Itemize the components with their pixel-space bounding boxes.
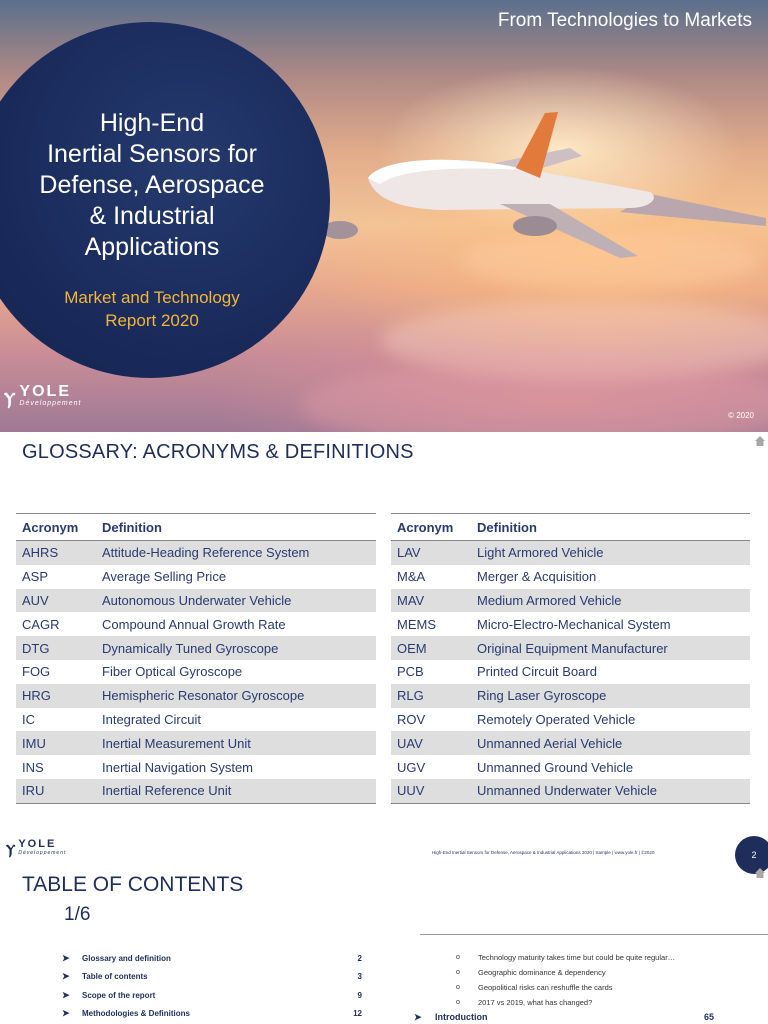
bullet-icon: o — [456, 984, 460, 991]
table-row: UUV Unmanned Underwater Vehicle — [391, 779, 750, 803]
definition-header: Definition — [96, 514, 376, 541]
toc-subitem[interactable]: o Geographic dominance & dependency — [456, 968, 606, 977]
report-subtitle: Market and Technology Report 2020 — [64, 288, 240, 330]
table-row: AUV Autonomous Underwater Vehicle — [16, 589, 376, 613]
table-header-row — [16, 514, 376, 541]
toc-subitem[interactable]: o Technology maturity takes time but could be quite regular… — [456, 953, 676, 962]
table-row: PCB Printed Circuit Board — [397, 664, 597, 680]
tagline: From Technologies to Markets — [497, 10, 752, 31]
acronym-header: Acronym — [16, 514, 96, 541]
arrow-right-icon: ➤ — [62, 952, 70, 963]
bullet-icon: o — [456, 969, 460, 976]
table-header-row — [391, 514, 750, 541]
toc-title: TABLE OF CONTENTS — [22, 873, 244, 896]
acronym-header: Acronym — [391, 514, 471, 541]
table-row: LAV Light Armored Vehicle — [391, 541, 750, 565]
glossary-table-right — [391, 513, 750, 804]
arrow-right-icon: ➤ — [62, 971, 70, 982]
table-row: M&A Merger & Acquisition — [397, 569, 597, 585]
table-row: ROV Remotely Operated Vehicle — [397, 711, 636, 727]
bullet-icon: o — [456, 954, 460, 961]
table-row: DTG Dynamically Tuned Gyroscope — [16, 636, 376, 660]
table-row: OEM Original Equipment Manufacturer — [391, 636, 750, 660]
toc-item[interactable]: ➤ Scope of the report 9 — [62, 989, 362, 1000]
toc-right-list — [456, 950, 756, 1010]
toc-item[interactable]: ➤ Glossary and definition 2 — [62, 952, 362, 963]
toc-subitem[interactable]: o 2017 vs 2019, what has changed? — [456, 998, 593, 1007]
airplane-image — [320, 108, 768, 258]
arrow-right-icon: ➤ — [62, 989, 70, 1000]
glossary-table-left — [16, 513, 376, 804]
yole-logo-mark-icon: ⲩ — [4, 383, 16, 408]
yole-logo: ⲩ YOLE Développement — [4, 383, 82, 408]
toc-left-list — [62, 949, 362, 1023]
page-number: 2 — [735, 836, 768, 874]
glossary-title: GLOSSARY: ACRONYMS & DEFINITIONS — [22, 441, 414, 463]
toc-page-indicator: 1/6 — [64, 904, 91, 925]
table-row: FOG Fiber Optical Gyroscope — [22, 664, 243, 680]
cover-page — [0, 0, 768, 432]
table-row: IC Integrated Circuit — [22, 711, 201, 727]
table-row: IRU Inertial Reference Unit — [16, 779, 376, 803]
table-row: MAV Medium Armored Vehicle — [391, 589, 750, 613]
yole-logo-footer: ⲩ YOLE Développement — [6, 837, 67, 857]
table-row: CAGR Compound Annual Growth Rate — [22, 616, 286, 632]
home-icon[interactable] — [754, 435, 766, 447]
report-title: High-End Inertial Sensors for Defense, Aerospace & Industrial Applications — [39, 109, 265, 261]
table-row: RLG Ring Laser Gyroscope — [391, 684, 750, 708]
arrow-right-icon: ➤ — [62, 1008, 70, 1019]
table-row: UAV Unmanned Aerial Vehicle — [391, 731, 750, 755]
toc-item-introduction[interactable]: ➤ Introduction 65 — [414, 1012, 714, 1022]
table-row: ASP Average Selling Price — [22, 569, 227, 585]
cloud — [300, 360, 768, 432]
yole-logo-mark-icon: ⲩ — [6, 837, 16, 857]
copyright: © 2020 — [728, 411, 754, 420]
bullet-icon: o — [456, 999, 460, 1006]
footer-note: High-End Inertial Sensors for Defense, Aerospace & Industrial Applications 2020 | Sample | www.yole.fr | ©2020 — [432, 850, 655, 855]
toc-subitem[interactable]: o Geopolitical risks can reshuffle the cards — [456, 983, 613, 992]
table-row: UGV Unmanned Ground Vehicle — [397, 759, 634, 775]
table-row: MEMS Micro-Electro-Mechanical System — [397, 616, 671, 632]
table-row: IMU Inertial Measurement Unit — [16, 731, 376, 755]
arrow-right-icon: ➤ — [414, 1012, 422, 1022]
table-row: AHRS Attitude-Heading Reference System — [16, 541, 376, 565]
home-icon[interactable] — [754, 867, 766, 879]
toc-item[interactable]: ➤ Methodologies & Definitions 12 — [62, 1008, 362, 1019]
definition-header: Definition — [471, 514, 750, 541]
divider — [420, 934, 768, 935]
table-row: HRG Hemispheric Resonator Gyroscope — [16, 684, 376, 708]
toc-item[interactable]: ➤ Table of contents 3 — [62, 971, 362, 982]
table-row: INS Inertial Navigation System — [22, 759, 254, 775]
